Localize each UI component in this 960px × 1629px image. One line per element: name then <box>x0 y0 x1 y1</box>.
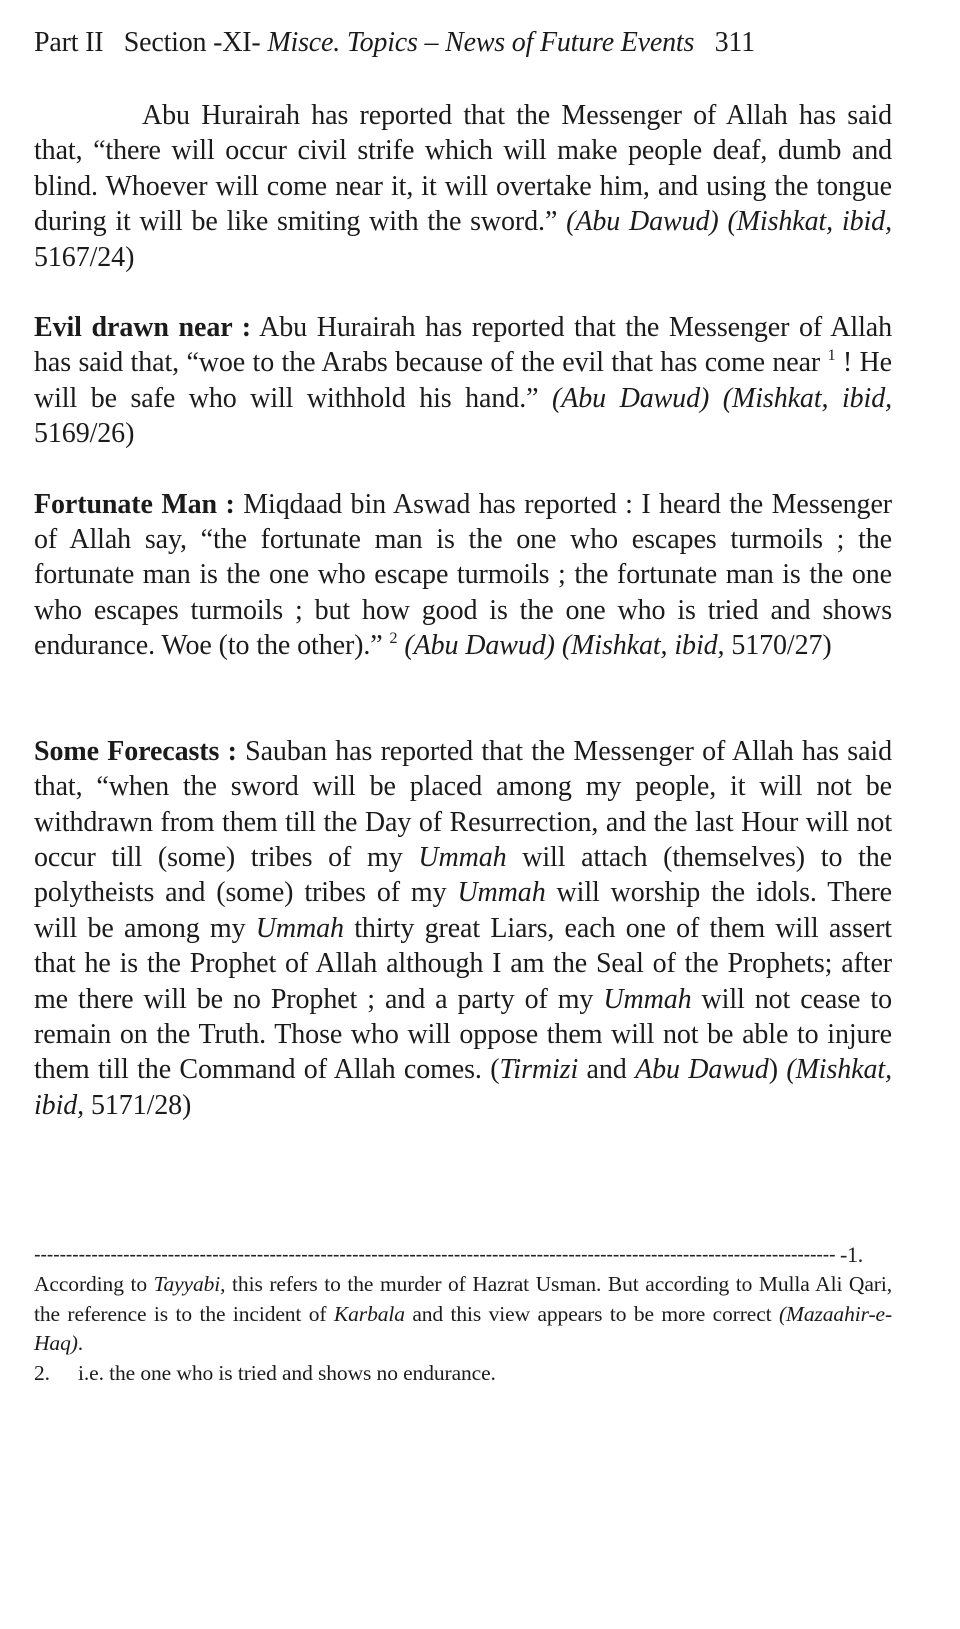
citation-tirmizi: Tirmizi <box>499 1054 579 1086</box>
footnote-term-karbala: Karbala <box>333 1301 405 1326</box>
header-part: Part II <box>34 27 104 58</box>
citation-reference: 5167/24) <box>34 241 135 273</box>
citation-mishkat: (Mishkat, ibid, <box>722 382 893 414</box>
footnote-marker-1: -1. <box>840 1244 863 1267</box>
footnote-1 <box>34 1270 892 1359</box>
footnote-term-tayyabi: Tayyabi <box>153 1272 221 1296</box>
citation-open: ( <box>490 1054 500 1086</box>
citation-reference: 5169/26) <box>34 418 135 450</box>
citation-reference: 5170/27) <box>724 630 832 662</box>
paragraph-civil-strife <box>34 98 892 275</box>
section-heading: Fortunate Man : <box>34 488 235 520</box>
paragraph-some-forecasts <box>34 734 892 1123</box>
footnote-text: According to <box>34 1272 154 1296</box>
citation-book: (Abu Dawud) <box>566 206 719 238</box>
document-page <box>34 0 892 1629</box>
paragraph-evil-drawn-near <box>34 310 892 452</box>
page-number: 311 <box>714 27 755 58</box>
citation-separator <box>555 630 562 661</box>
citation-separator <box>709 383 723 414</box>
term-ummah: Ummah <box>255 912 344 944</box>
footnote-text: , this refers to the murder of Hazrat Usman. But according to Mulla Ali Qari, the reference is to the incident of <box>34 1272 892 1326</box>
footnote-text: i.e. the one who is tried and shows no endurance. <box>78 1360 496 1385</box>
footnote-separator <box>34 1244 892 1267</box>
citation-close: ) <box>768 1054 778 1086</box>
footnote-ref[interactable]: 2 <box>389 630 398 648</box>
citation-book: (Abu Dawud) <box>551 382 710 414</box>
paragraph-text: Miqdaad bin Aswad has reported : I heard the Messenger of Allah say, “the fortunate man is the one who escapes turmoils ; the fortunate man is the one who escape turmoils ; the fortunate man is the one who escapes turmoils ; but how good is the one who is tried and shows endurance. Woe (to the other).” <box>34 488 892 662</box>
footnotes <box>34 1270 892 1388</box>
paragraph-text: thirty great Liars, each one of them will assert that he is the Prophet of Allah although I am the Seal of the Prophets; after me there will be no Prophet ; and a party of my <box>34 912 892 1015</box>
citation-mishkat: (Mishkat, ibid, <box>561 630 725 662</box>
citation-book: (Abu Dawud) <box>404 630 555 662</box>
paragraph-text: Abu Hurairah has reported that the Messenger of Allah has said that, “woe to the Arabs because of the evil that has come near <box>34 312 892 379</box>
section-heading: Some Forecasts : <box>34 735 237 767</box>
paragraph-text: will attach (themselves) to the polytheists and (some) tribes of my <box>34 841 892 909</box>
separator-dashes: ------------------------------------------------------------------------------------------------------------------------------ <box>34 1244 836 1266</box>
section-heading: Evil drawn near : <box>34 312 251 344</box>
footnote-ref[interactable]: 1 <box>827 347 836 365</box>
paragraph-text: will worship the idols. There will be among my <box>34 877 892 944</box>
footnote-number: 2. <box>34 1360 50 1385</box>
footnote-text: . <box>77 1331 84 1355</box>
paragraph-text: will not cease to remain on the Truth. Those who will oppose them will not be able to injure them till the Command of Allah comes. <box>34 983 892 1086</box>
running-header <box>34 26 892 60</box>
footnote-text: and this view appears to be more correct <box>404 1301 779 1326</box>
header-topic: Misce. Topics – News of Future Events <box>267 27 695 58</box>
paragraph-text: ! He will be safe who will withhold his hand.” <box>34 347 892 414</box>
paragraph-text: Abu Hurairah has reported that the Messenger of Allah has said that, “there will occur civil strife which will make people deaf, dumb and blind. Whoever will come near it, it will overtake him, and using the tongue during it will be like smiting with the sword.” <box>34 100 892 238</box>
term-ummah: Ummah <box>418 841 507 873</box>
citation-book: Abu Dawud <box>635 1054 769 1086</box>
citation-mishkat: (Mishkat, ibid, <box>34 1054 892 1121</box>
paragraph-text: Sauban has reported that the Messenger of Allah has said that, “when the sword will be placed among my people, it will not be withdrawn from them till the Day of Resurrection, and the last Hour will not occur till (some) tribes of my <box>34 735 893 873</box>
citation-mishkat: (Mishkat, ibid, <box>727 206 892 238</box>
footnote-2 <box>34 1359 892 1389</box>
page-body <box>34 98 892 1123</box>
paragraph-fortunate-man <box>34 487 892 664</box>
header-section: Section -XI- <box>123 27 261 58</box>
footnote-source: (Mazaahir-e-Haq) <box>34 1301 893 1355</box>
citation-and: and <box>578 1054 636 1086</box>
citation-reference: 5171/28) <box>84 1089 192 1121</box>
term-ummah: Ummah <box>603 983 692 1015</box>
term-ummah: Ummah <box>457 877 546 909</box>
